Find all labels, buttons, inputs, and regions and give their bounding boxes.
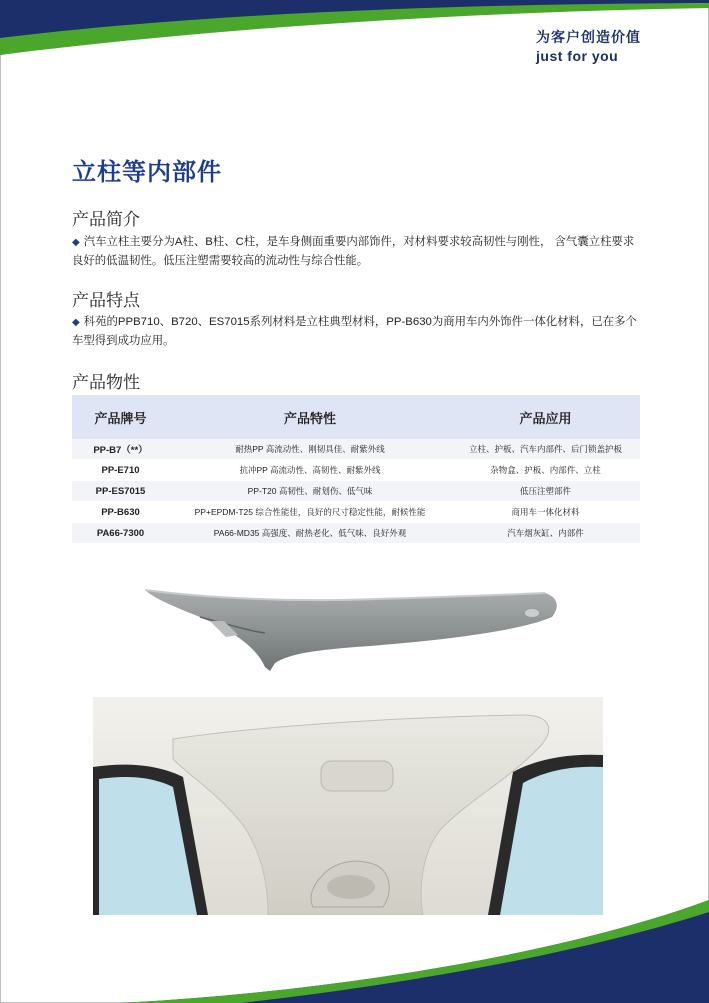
table-row (72, 481, 640, 502)
product-feature-cell: 耐热PP 高流动性、刚韧具佳、耐紫外线 (169, 439, 451, 460)
column-header-application: 产品应用 (451, 395, 640, 439)
section-heading-intro: 产品简介 (72, 210, 140, 229)
diamond-bullet-icon: ◆ (72, 317, 80, 328)
product-code-cell: PA66-7300 (72, 523, 169, 544)
product-code-cell: PP-E710 (72, 460, 169, 481)
page-title: 立柱等内部件 (72, 159, 222, 186)
product-code-cell: PP-B7（**） (72, 439, 169, 460)
section-heading-features: 产品特点 (72, 291, 140, 310)
table-row (72, 502, 640, 523)
car-interior-illustration (93, 697, 603, 915)
product-code-cell: PP-B630 (72, 502, 169, 523)
features-text: 科苑的PPB710、B720、ES7015系列材料是立柱典型材料，PP-B630为商用车内外饰件一体化材料，已在多个车型得到成功应用。 (72, 316, 637, 347)
table-row (72, 523, 640, 544)
product-feature-cell: PP+EPDM-T25 综合性能佳，良好的尺寸稳定性能，耐候性能 (169, 502, 451, 523)
product-application-cell: 立柱、护板、汽车内部件、后门锁盖护板 (451, 439, 640, 460)
slogan-english: just for you (536, 48, 619, 64)
features-paragraph (72, 313, 644, 350)
section-heading-properties: 产品物性 (72, 373, 140, 392)
diamond-bullet-icon: ◆ (72, 237, 80, 248)
pillar-trim-photo (140, 585, 580, 685)
product-application-cell: 商用车一体化材料 (451, 502, 640, 523)
product-application-cell: 低压注塑部件 (451, 481, 640, 502)
product-application-cell: 汽车烟灰缸、内部件 (451, 523, 640, 544)
intro-text: 汽车立柱主要分为A柱、B柱、C柱，是车身侧面重要内部饰件，对材料要求较高韧性与刚性， 含气囊立柱要求良好的低温韧性。低压注塑需要较高的流动性与综合性能。 (72, 236, 635, 267)
header-slogan (536, 27, 641, 64)
product-properties-table (72, 395, 640, 544)
product-feature-cell: 抗冲PP 高流动性、高韧性、耐紫外线 (169, 460, 451, 481)
bottom-swoosh-decoration (0, 900, 709, 1003)
table-row (72, 460, 640, 481)
product-code-cell: PP-ES7015 (72, 481, 169, 502)
table-row (72, 439, 640, 460)
product-application-cell: 杂物盒、护板、内部件、立柱 (451, 460, 640, 481)
table-header-row (72, 395, 640, 439)
product-feature-cell: PP-T20 高韧性、耐划伤、低气味 (169, 481, 451, 502)
column-header-feature: 产品特性 (169, 395, 451, 439)
product-feature-cell: PA66-MD35 高强度、耐热老化、低气味、良好外观 (169, 523, 451, 544)
column-header-code: 产品牌号 (72, 395, 169, 439)
car-interior-photo (93, 697, 603, 915)
slogan-chinese: 为客户创造价值 (536, 29, 641, 45)
intro-paragraph (72, 233, 644, 270)
